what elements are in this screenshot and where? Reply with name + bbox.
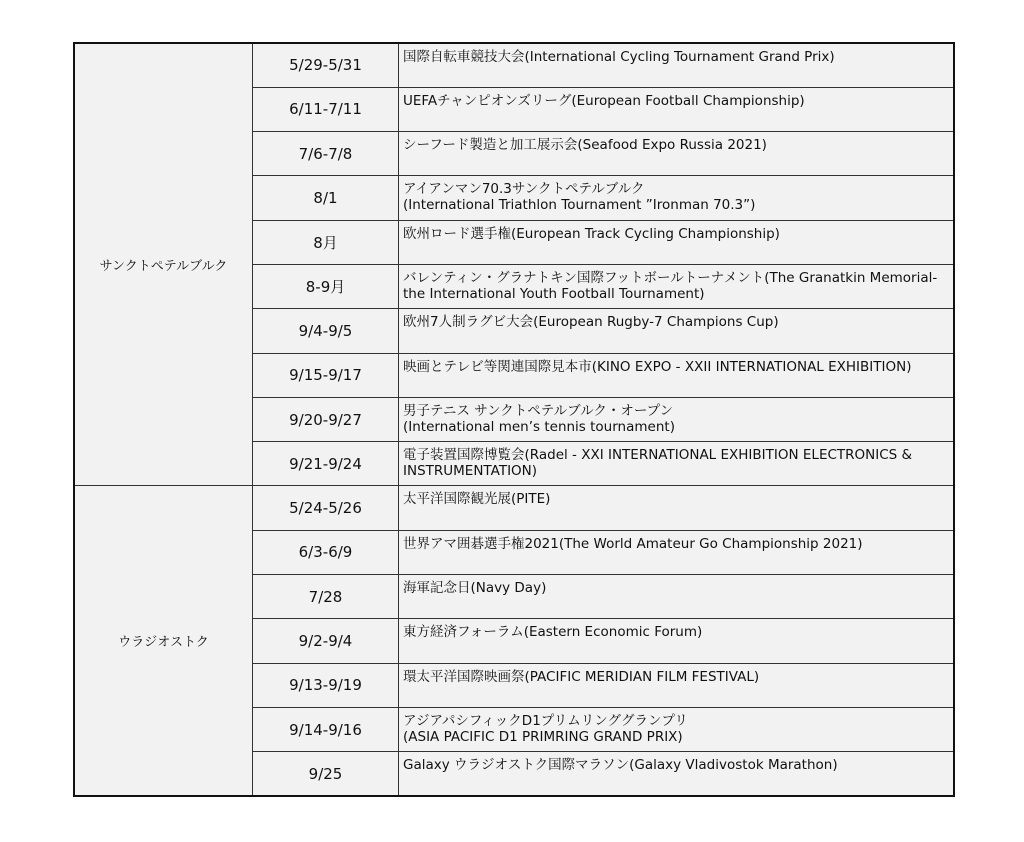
events-table-body (74, 43, 954, 796)
date-cell: 9/14-9/16 (253, 707, 399, 751)
event-cell: 国際自転車競技大会(International Cycling Tournament Grand Prix) (399, 43, 955, 87)
event-cell: 男子テニス サンクトペテルブルク・オープン (International men’s tennis tournament) (399, 397, 955, 441)
date-cell: 6/3-6/9 (253, 530, 399, 574)
event-cell: アイアンマン70.3サンクトペテルブルク (International Triathlon Tournament ”Ironman 70.3”) (399, 176, 955, 220)
event-cell: 東方経済フォーラム(Eastern Economic Forum) (399, 619, 955, 663)
table-row (74, 486, 954, 530)
date-cell: 9/21-9/24 (253, 442, 399, 486)
event-cell: UEFAチャンピオンズリーグ(European Football Championship) (399, 87, 955, 131)
city-cell: サンクトペテルブルク (74, 43, 253, 486)
date-cell: 9/13-9/19 (253, 663, 399, 707)
date-cell: 8月 (253, 220, 399, 264)
date-cell: 9/2-9/4 (253, 619, 399, 663)
event-cell: 欧州ロード選手権(European Track Cycling Championship) (399, 220, 955, 264)
event-cell: 電子装置国際博覧会(Radel - XXI INTERNATIONAL EXHIBITION ELECTRONICS & INSTRUMENTATION) (399, 442, 955, 486)
date-cell: 9/25 (253, 752, 399, 796)
event-cell: 海軍記念日(Navy Day) (399, 575, 955, 619)
date-cell: 6/11-7/11 (253, 87, 399, 131)
table-row (74, 43, 954, 87)
date-cell: 9/20-9/27 (253, 397, 399, 441)
date-cell: 7/6-7/8 (253, 132, 399, 176)
event-cell: アジアパシフィックD1プリムリンググランプリ (ASIA PACIFIC D1 PRIMRING GRAND PRIX) (399, 707, 955, 751)
event-cell: 環太平洋国際映画祭(PACIFIC MERIDIAN FILM FESTIVAL) (399, 663, 955, 707)
date-cell: 9/4-9/5 (253, 309, 399, 353)
event-cell: 世界アマ囲碁選手権2021(The World Amateur Go Championship 2021) (399, 530, 955, 574)
event-cell: Galaxy ウラジオストク国際マラソン(Galaxy Vladivostok Marathon) (399, 752, 955, 796)
events-table (73, 42, 955, 797)
date-cell: 7/28 (253, 575, 399, 619)
date-cell: 8/1 (253, 176, 399, 220)
date-cell: 5/29-5/31 (253, 43, 399, 87)
date-cell: 8-9月 (253, 264, 399, 308)
date-cell: 9/15-9/17 (253, 353, 399, 397)
date-cell: 5/24-5/26 (253, 486, 399, 530)
event-cell: 映画とテレビ等関連国際見本市(KINO EXPO - XXII INTERNATIONAL EXHIBITION) (399, 353, 955, 397)
event-cell: バレンティン・グラナトキン国際フットボールトーナメント(The Granatkin Memorial-the International Youth Football Tournament) (399, 264, 955, 308)
event-cell: 欧州7人制ラグビ大会(European Rugby-7 Champions Cup) (399, 309, 955, 353)
event-cell: 太平洋国際観光展(PITE) (399, 486, 955, 530)
city-cell: ウラジオストク (74, 486, 253, 796)
event-cell: シーフード製造と加工展示会(Seafood Expo Russia 2021) (399, 132, 955, 176)
